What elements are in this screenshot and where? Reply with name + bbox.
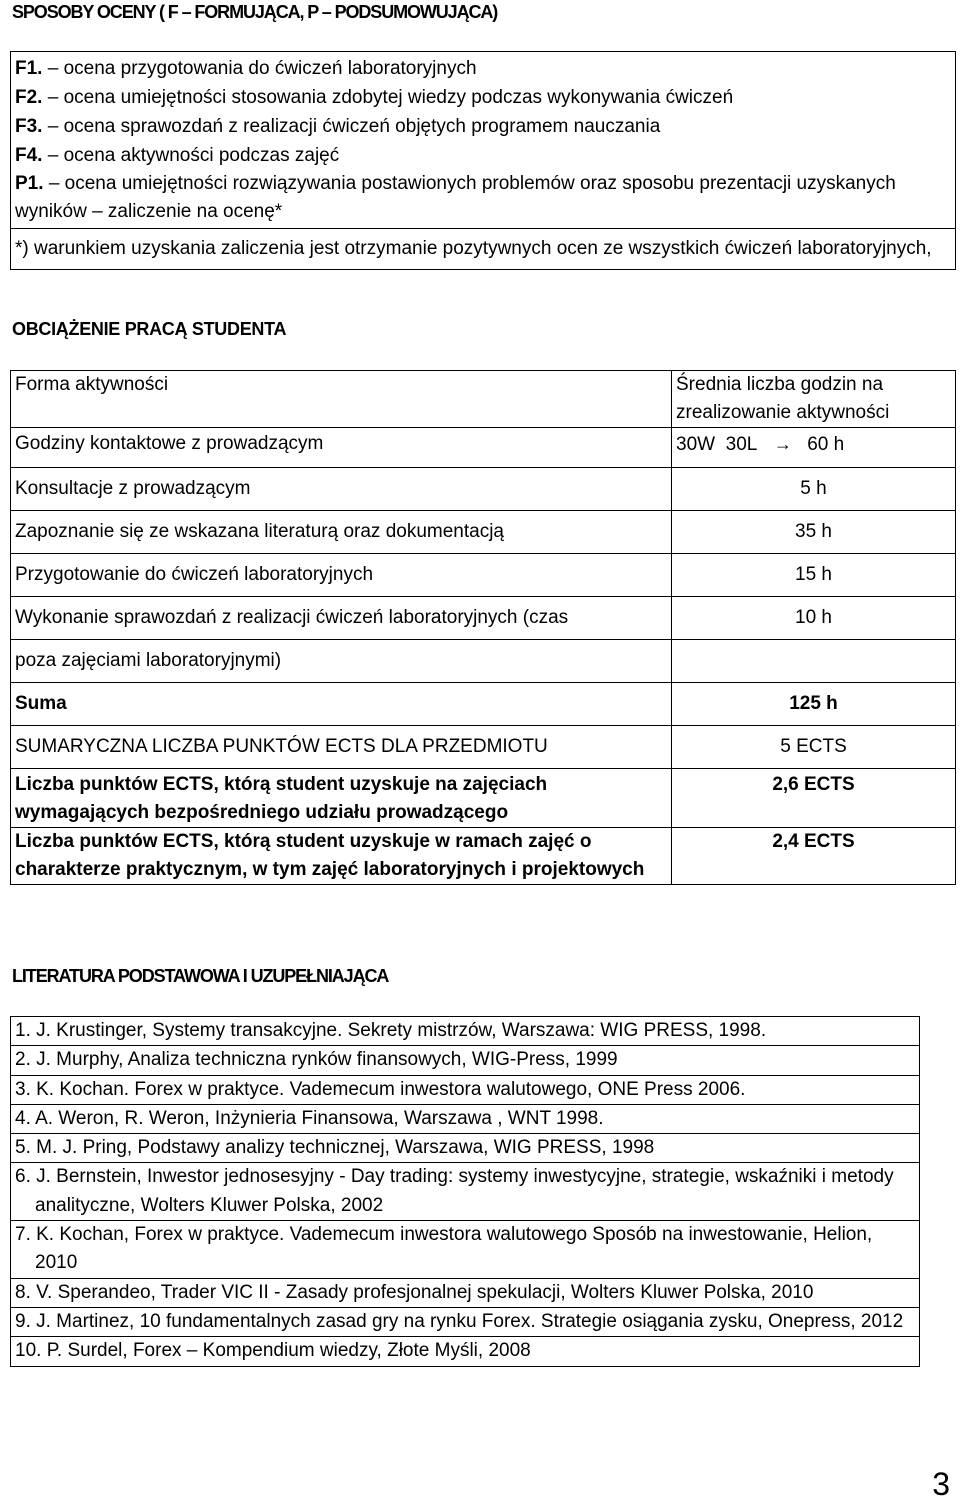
assessment-item: [15, 170, 951, 226]
workload-row-value: 35 h: [672, 511, 956, 554]
assessment-text: – ocena sprawozdań z realizacji ćwiczeń objętych programem nauczania: [47, 116, 661, 137]
literature-item: [11, 1163, 920, 1221]
literature-text: 10. P. Surdel, Forex – Kompendium wiedzy, Złote Myśli, 2008: [15, 1340, 531, 1362]
workload-table: [10, 370, 956, 885]
literature-text: 6. J. Bernstein, Inwestor jednosesyjny - Day trading: systemy inwestycyjne, strategie, wskaźniki i metody analityczne, Wolters Kluwer Polska, 2002: [15, 1166, 894, 1216]
ects-total-label: SUMARYCZNA LICZBA PUNKTÓW ECTS DLA PRZEDMIOTU: [11, 726, 672, 769]
contact-w: 30W: [676, 434, 716, 455]
literature-text: 1. J. Krustinger, Systemy transakcyjne. Sekrety mistrzów, Warszawa: WIG PRESS, 1998.: [15, 1020, 767, 1041]
assessment-item: [15, 83, 951, 112]
assessment-text: – ocena aktywności podczas zajęć: [47, 145, 340, 166]
literature-item: [11, 1337, 920, 1366]
literature-item: [11, 1221, 920, 1279]
contact-l: 30L: [725, 434, 757, 455]
literature-text: 5. M. J. Pring, Podstawy analizy technicznej, Warszawa, WIG PRESS, 1998: [15, 1137, 655, 1159]
workload-row-value: [672, 640, 956, 683]
assessment-heading: SPOSOBY OCENY ( F – FORMUJĄCA, P – PODSUMOWUJĄCA): [12, 2, 498, 22]
literature-text: 8. V. Sperandeo, Trader VIC II - Zasady profesjonalnej spekulacji, Wolters Kluwer Polska, 2010: [15, 1281, 814, 1303]
assessment-methods-cell: [11, 52, 956, 229]
literature-item: [11, 1307, 920, 1336]
workload-header-activity: Forma aktywności: [11, 371, 672, 428]
assessment-item: [15, 112, 951, 141]
assessment-item: [15, 141, 951, 170]
contact-total: 60 h: [807, 434, 845, 455]
workload-row-value: 10 h: [672, 597, 956, 640]
workload-row-label: poza zajęciami laboratoryjnymi): [11, 640, 672, 683]
literature-item: [11, 1278, 920, 1307]
workload-row-value: 5 h: [672, 468, 956, 511]
ects-total-value: 5 ECTS: [672, 726, 956, 769]
workload-header-hours-text: Średnia liczba godzin na zrealizowanie aktywności: [676, 374, 890, 423]
arrow-right-icon: →: [773, 434, 792, 454]
ects-contact-label: Liczba punktów ECTS, którą student uzyskuje na zajęciach wymagających bezpośredniego udziału prowadzącego: [11, 769, 672, 828]
workload-sum-value: 125 h: [672, 683, 956, 726]
literature-item: [11, 1046, 920, 1075]
literature-text: 4. A. Weron, R. Weron, Inżynieria Finansowa, Warszawa , WNT 1998.: [15, 1107, 604, 1129]
workload-sum-label: Suma: [11, 683, 672, 726]
literature-text: 3. K. Kochan. Forex w praktyce. Vademecum inwestora walutowego, ONE Press 2006.: [15, 1078, 746, 1100]
assessment-code: F1.: [15, 58, 43, 79]
assessment-text: – ocena umiejętności stosowania zdobytej wiedzy podczas wykonywania ćwiczeń: [47, 87, 734, 108]
literature-item: [11, 1134, 920, 1163]
assessment-methods-table: [10, 51, 956, 270]
assessment-item: [15, 54, 951, 83]
workload-row-label: Zapoznanie się ze wskazana literaturą oraz dokumentacją: [11, 511, 672, 554]
workload-row-label: Przygotowanie do ćwiczeń laboratoryjnych: [11, 554, 672, 597]
assessment-code: F4.: [15, 145, 43, 166]
assessment-code: F3.: [15, 116, 43, 137]
workload-row-label: Konsultacje z prowadzącym: [11, 468, 672, 511]
literature-item: [11, 1017, 920, 1046]
ects-practical-label: Liczba punktów ECTS, którą student uzyskuje w ramach zajęć o charakterze praktycznym, w tym zajęć laboratoryjnych i projektowych: [11, 828, 672, 885]
workload-contact-hours: [672, 428, 956, 468]
page-number: 3: [932, 1466, 950, 1502]
literature-text: 9. J. Martinez, 10 fundamentalnych zasad gry na rynku Forex. Strategie osiągania zysku, Onepress, 2012: [15, 1310, 904, 1332]
literature-item: [11, 1075, 920, 1104]
assessment-code: P1.: [15, 173, 44, 194]
assessment-note: *) warunkiem uzyskania zaliczenia jest otrzymanie pozytywnych ocen ze wszystkich ćwiczeń laboratoryjnych,: [11, 229, 956, 270]
literature-text: 2. J. Murphy, Analiza techniczna rynków finansowych, WIG-Press, 1999: [15, 1049, 618, 1071]
workload-heading: OBCIĄŻENIE PRACĄ STUDENTA: [12, 319, 287, 339]
workload-row-value: 15 h: [672, 554, 956, 597]
ects-contact-value: 2,6 ECTS: [672, 769, 956, 828]
literature-table: [10, 1016, 920, 1367]
workload-row-label: Godziny kontaktowe z prowadzącym: [11, 428, 672, 468]
literature-item: [11, 1104, 920, 1133]
ects-practical-value: 2,4 ECTS: [672, 828, 956, 885]
literature-text: 7. K. Kochan, Forex w praktyce. Vademecum inwestora walutowego Sposób na inwestowanie, Helion, 2010: [15, 1224, 873, 1274]
assessment-text: – ocena umiejętności rozwiązywania postawionych problemów oraz sposobu prezentacji uzyskanych wyników – zaliczenie na ocenę*: [15, 173, 896, 222]
workload-row-label: Wykonanie sprawozdań z realizacji ćwiczeń laboratoryjnych (czas: [11, 597, 672, 640]
workload-header-hours: [672, 371, 956, 428]
assessment-code: F2.: [15, 87, 43, 108]
assessment-text: – ocena przygotowania do ćwiczeń laboratoryjnych: [47, 58, 477, 79]
literature-heading: LITERATURA PODSTAWOWA I UZUPEŁNIAJĄCA: [12, 966, 389, 986]
